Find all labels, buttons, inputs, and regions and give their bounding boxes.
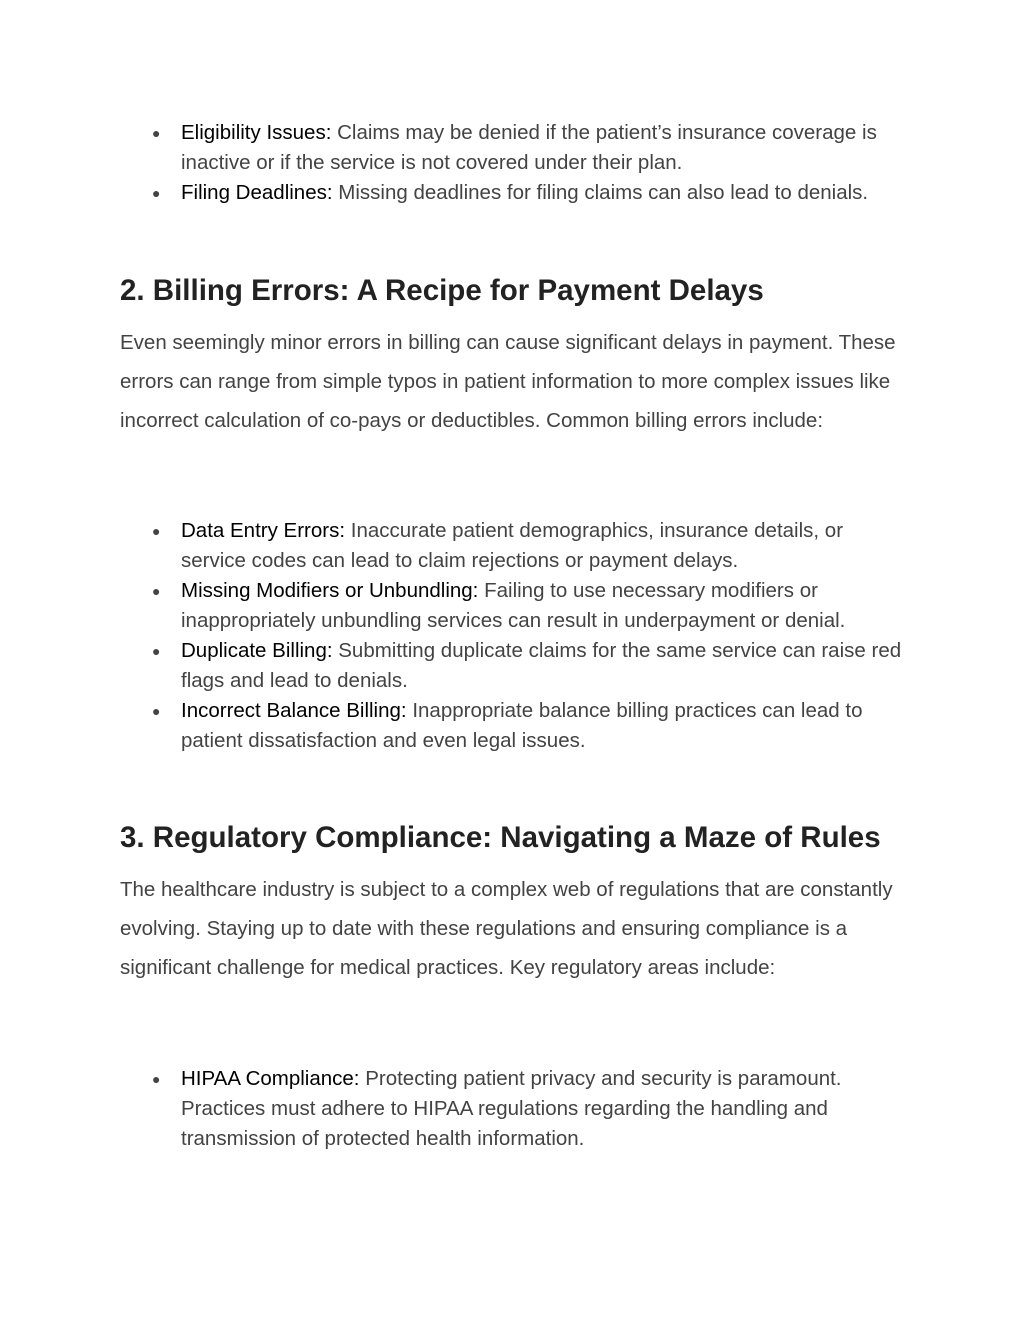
list-item	[120, 178, 910, 208]
list-item-term: Duplicate Billing:	[181, 639, 333, 662]
bullet-icon: ●	[152, 125, 161, 141]
bullet-list-billing-errors	[120, 516, 910, 756]
list-item-text: Submitting duplicate claims for the same service can raise red flags and lead to denials.	[181, 639, 902, 692]
list-item-term: Missing Modifiers or Unbundling:	[181, 579, 479, 602]
bullet-list-regulatory-areas	[120, 1064, 910, 1154]
bullet-list-denial-causes	[120, 118, 910, 208]
list-item-text: Failing to use necessary modifiers or inappropriately unbundling services can result in underpayment or denial.	[181, 579, 846, 632]
bullet-icon: ●	[152, 583, 161, 599]
list-item-text: Protecting patient privacy and security is paramount. Practices must adhere to HIPAA regulations regarding the handling and transmission of protected health information.	[181, 1067, 842, 1150]
list-item-text: Missing deadlines for filing claims can also lead to denials.	[332, 181, 869, 204]
list-item	[120, 118, 910, 178]
section-heading-regulatory-compliance: 3. Regulatory Compliance: Navigating a Maze of Rules	[120, 821, 881, 854]
paragraph-regulatory-compliance: The healthcare industry is subject to a complex web of regulations that are constantly evolving. Staying up to date with these regulations and ensuring compliance is a significant challenge for medical practices. Key regulatory areas include:	[120, 878, 893, 979]
bullet-icon: ●	[152, 1071, 161, 1087]
list-item	[120, 516, 910, 576]
bullet-icon: ●	[152, 523, 161, 539]
list-item-term: Incorrect Balance Billing:	[181, 699, 407, 722]
list-item-text: Inaccurate patient demographics, insurance details, or service codes can lead to claim rejections or payment delays.	[181, 519, 844, 572]
list-item	[120, 636, 910, 696]
list-item-term: Data Entry Errors:	[181, 519, 346, 542]
list-item-term: Eligibility Issues:	[181, 121, 332, 144]
bullet-icon: ●	[152, 185, 161, 201]
list-item	[120, 576, 910, 636]
paragraph-billing-errors: Even seemingly minor errors in billing can cause significant delays in payment. These errors can range from simple typos in patient information to more complex issues like incorrect calculation of co-pays or deductibles. Common billing errors include:	[120, 331, 896, 432]
bullet-icon: ●	[152, 703, 161, 719]
list-item-term: HIPAA Compliance:	[181, 1067, 360, 1090]
list-item	[120, 696, 910, 756]
list-item	[120, 1064, 910, 1154]
list-item-text: Claims may be denied if the patient’s insurance coverage is inactive or if the service is not covered under their plan.	[181, 121, 877, 174]
bullet-icon: ●	[152, 643, 161, 659]
list-item-text: Inappropriate balance billing practices can lead to patient dissatisfaction and even legal issues.	[181, 699, 863, 752]
section-heading-billing-errors: 2. Billing Errors: A Recipe for Payment Delays	[120, 274, 764, 307]
list-item-term: Filing Deadlines:	[181, 181, 333, 204]
